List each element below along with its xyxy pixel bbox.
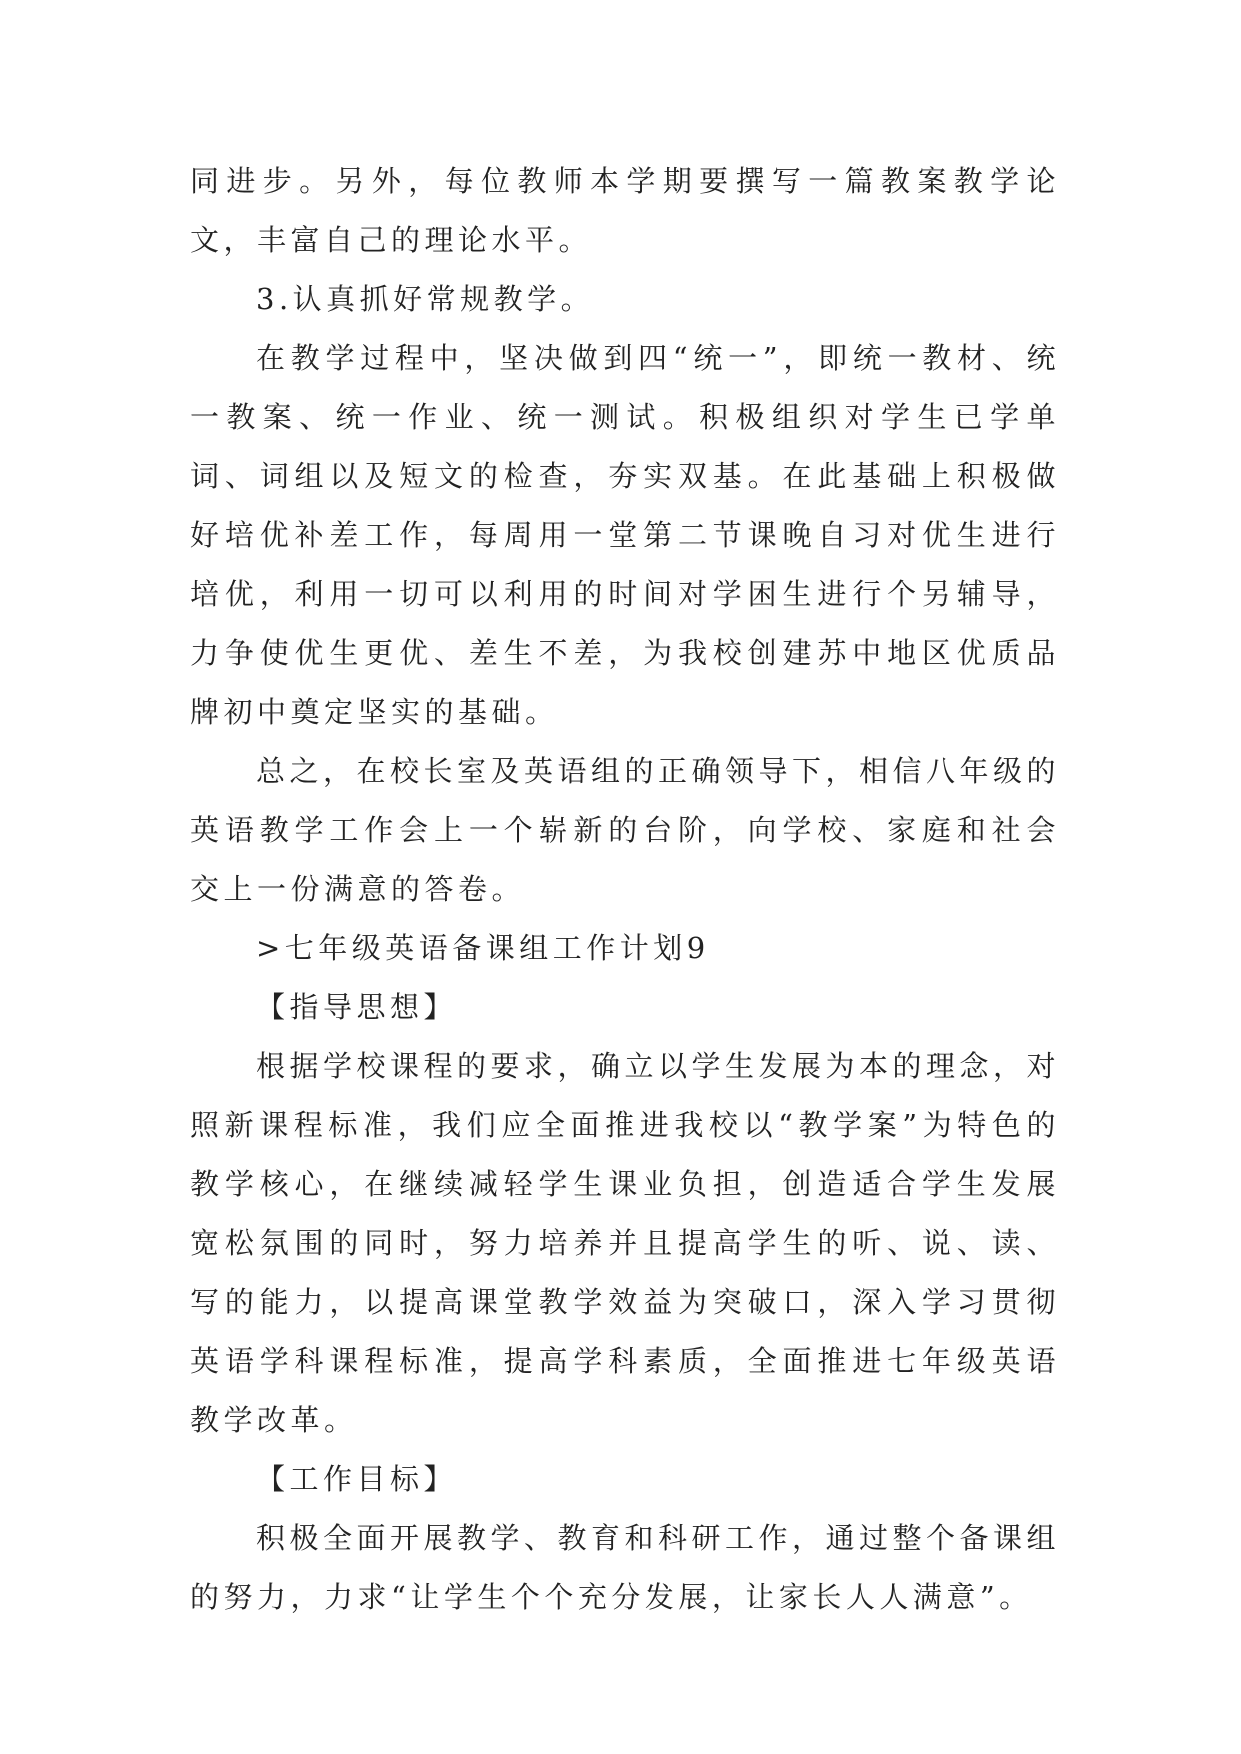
- paragraph-summary: 总之，在校长室及英语组的正确领导下，相信八年级的英语教学工作会上一个崭新的台阶，向学校、家庭和社会交上一份满意的答卷。: [190, 754, 1061, 906]
- document-body: [190, 152, 1060, 1627]
- section-title: >七年级英语备课组工作计划9: [256, 931, 710, 965]
- paragraph-item-3-heading: 3.认真抓好常规教学。: [256, 282, 595, 316]
- heading-guiding-thought: 【指导思想】: [256, 990, 458, 1024]
- paragraph-teaching-process: 在教学过程中，坚决做到四“统一”，即统一教材、统一教案、统一作业、统一测试。积极组织对学生已学单词、词组以及短文的检查，夯实双基。在此基础上积极做好培优补差工作，每周用一堂第二节课晚自习对优生进行培优，利用一切可以利用的时间对学困生进行个另辅导，力争使优生更优、差生不差，为我校创建苏中地区优质品牌初中奠定坚实的基础。: [190, 341, 1060, 729]
- heading-work-goals: 【工作目标】: [256, 1462, 458, 1496]
- paragraph-guiding-thought: 根据学校课程的要求，确立以学生发展为本的理念，对照新课程标准，我们应全面推进我校以“教学案”为特色的教学核心，在继续减轻学生课业负担，创造适合学生发展宽松氛围的同时，努力培养并且提高学生的听、说、读、写的能力，以提高课堂教学效益为突破口，深入学习贯彻英语学科课程标准，提高学科素质，全面推进七年级英语教学改革。: [190, 1049, 1061, 1437]
- paragraph-work-goals: 积极全面开展教学、教育和科研工作，通过整个备课组的努力，力求“让学生个个充分发展，让家长人人满意”。: [190, 1521, 1061, 1614]
- paragraph-continuation: 同进步。另外，每位教师本学期要撰写一篇教案教学论文，丰富自己的理论水平。: [190, 164, 1060, 257]
